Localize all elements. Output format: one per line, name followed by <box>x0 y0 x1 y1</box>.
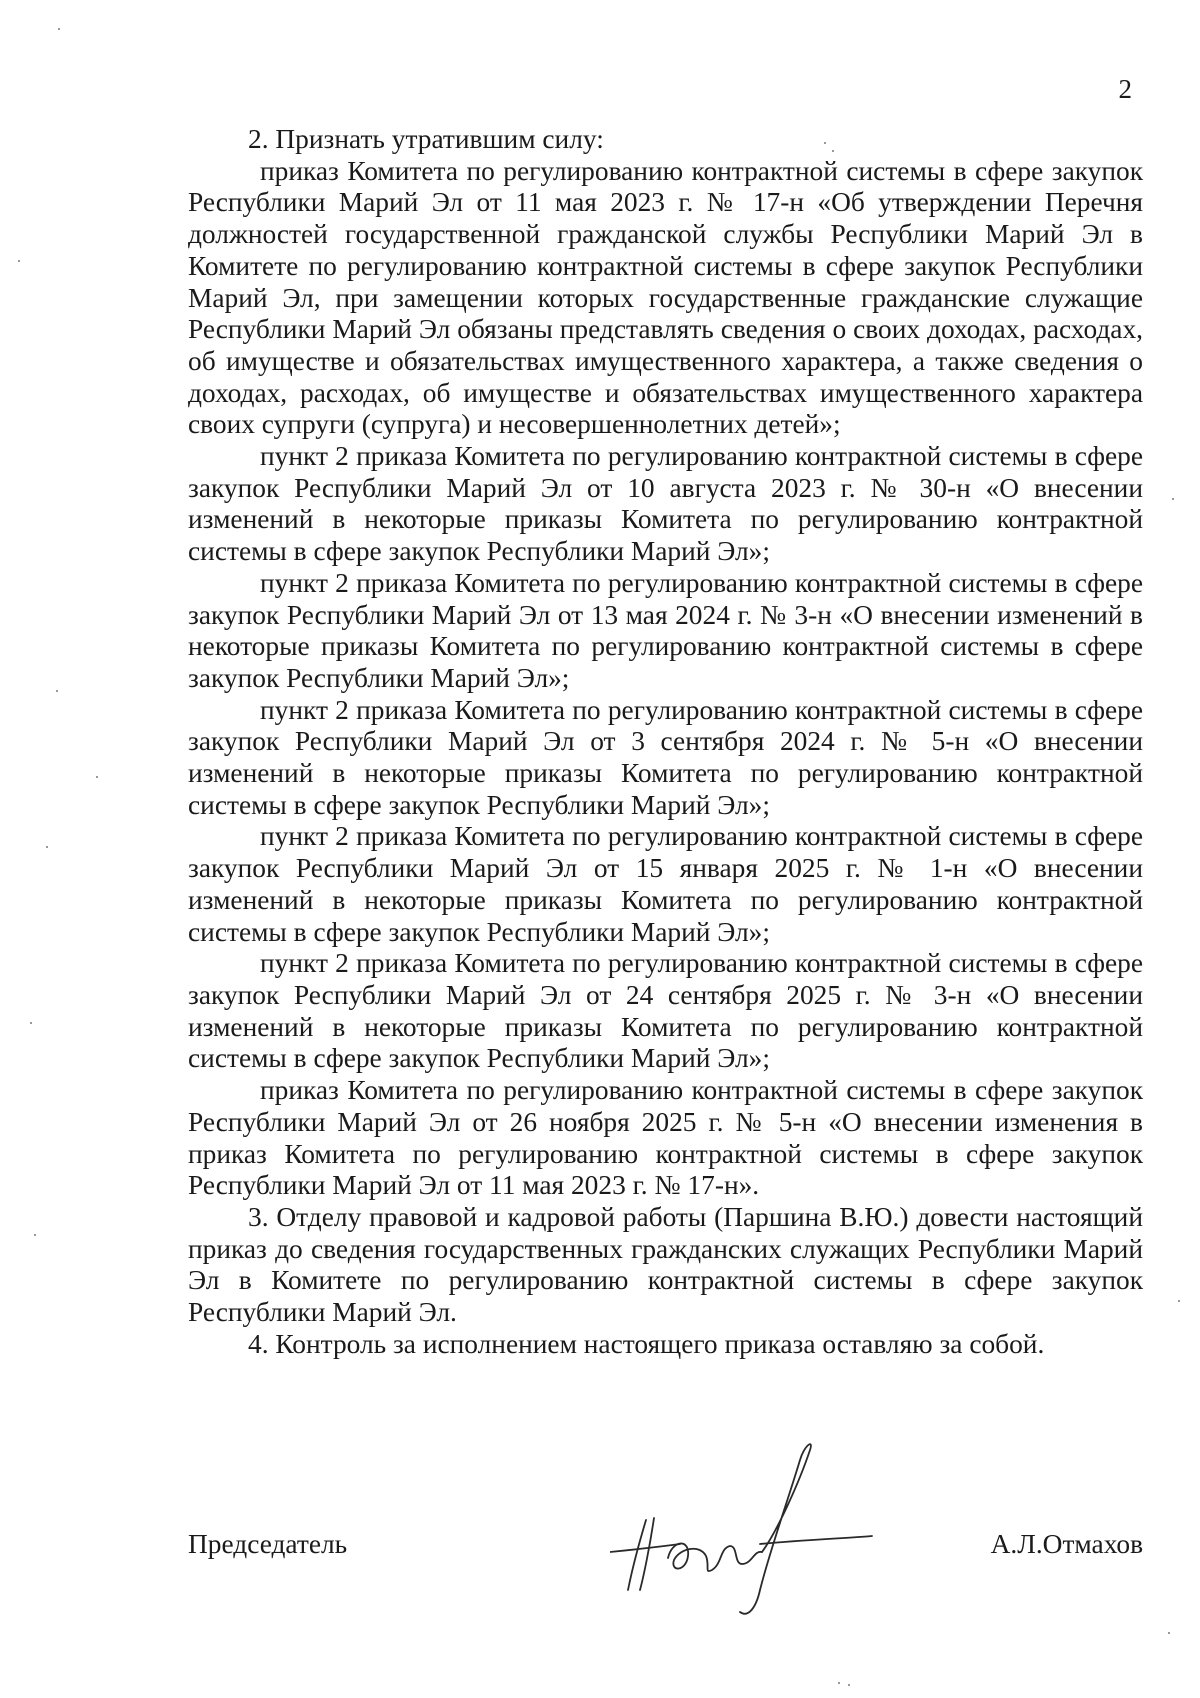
paragraph-item-4: 4. Контроль за исполнением настоящего приказа оставляю за собой. <box>248 1328 1045 1359</box>
paragraph-repealed-order: приказ Комитета по регулированию контрактной системы в сфере закупок Республики Марий Эл от 11 мая 2023 г. № 17-н «Об утверждении Перечня должностей государственной гражданской службы Республики Марий Эл в Комитете по регулированию контрактной системы в сфере закупок Республики Марий Эл, при замещении которых государственные гражданские служащие Республики Марий Эл обязаны представлять сведения о своих доходах, расходах, об имуществе и обязательствах имущественного характера, а также сведения о доходах, расходах, об имуществе и обязательствах имущественного характера своих супруги (супруга) и несовершеннолетних детей»; <box>188 155 1143 440</box>
paragraph-repealed-clause: пункт 2 приказа Комитета по регулированию контрактной системы в сфере закупок Республики Марий Эл от 15 января 2025 г. № 1-н «О внесении изменений в некоторые приказы Комитета по регулированию контрактной системы в сфере закупок Республики Марий Эл»; <box>188 821 1143 947</box>
scan-speck <box>838 1682 840 1684</box>
scan-speck <box>46 846 48 848</box>
scan-speck <box>1168 1632 1170 1634</box>
scan-speck <box>1172 498 1174 500</box>
paragraph-repealed-clause: пункт 2 приказа Комитета по регулированию контрактной системы в сфере закупок Республики Марий Эл от 13 мая 2024 г. № 3-н «О внесении изменений в некоторые приказы Комитета по регулированию контрактной системы в сфере закупок Республики Марий Эл»; <box>188 567 1143 693</box>
scan-speck <box>18 260 20 262</box>
scan-speck <box>30 1022 32 1024</box>
paragraph-repealed-clause: пункт 2 приказа Комитета по регулированию контрактной системы в сфере закупок Республики Марий Эл от 24 сентября 2025 г. № 3-н «О внесении изменений в некоторые приказы Комитета по регулированию контрактной системы в сфере закупок Республики Марий Эл»; <box>188 948 1143 1074</box>
position-title: Председатель <box>188 1529 348 1559</box>
page-number: 2 <box>1118 74 1132 104</box>
scan-speck <box>56 690 58 692</box>
paragraph-item-2: 2. Признать утратившим силу: <box>248 124 604 154</box>
scan-speck <box>58 28 60 30</box>
signature-block <box>188 1528 1143 1568</box>
paragraph-repealed-order: приказ Комитета по регулированию контрактной системы в сфере закупок Республики Марий Эл от 26 ноября 2025 г. № 5-н «О внесении изменения в приказ Комитета по регулированию контрактной системы в сфере закупок Республики Марий Эл от 11 мая 2023 г. № 17-н». <box>188 1075 1143 1201</box>
scan-speck <box>96 776 98 778</box>
scan-speck <box>848 1684 850 1686</box>
signer-name: А.Л.Отмахов <box>990 1529 1143 1559</box>
document-body <box>188 124 1143 1360</box>
scan-speck <box>34 1234 36 1236</box>
scan-speck <box>1178 1300 1180 1302</box>
scan-speck <box>824 142 826 144</box>
paragraph-item-3: 3. Отделу правовой и кадровой работы (Паршина В.Ю.) довести настоящий приказ до сведения государственных гражданских служащих Республики Марий Эл в Комитете по регулированию контрактной системы в сфере закупок Республики Марий Эл. <box>188 1201 1143 1328</box>
paragraph-repealed-clause: пункт 2 приказа Комитета по регулированию контрактной системы в сфере закупок Республики Марий Эл от 10 августа 2023 г. № 30-н «О внесении изменений в некоторые приказы Комитета по регулированию контрактной системы в сфере закупок Республики Марий Эл»; <box>188 441 1143 567</box>
scan-speck <box>832 150 834 152</box>
paragraph-repealed-clause: пункт 2 приказа Комитета по регулированию контрактной системы в сфере закупок Республики Марий Эл от 3 сентября 2024 г. № 5-н «О внесении изменений в некоторые приказы Комитета по регулированию контрактной системы в сфере закупок Республики Марий Эл»; <box>188 694 1143 820</box>
